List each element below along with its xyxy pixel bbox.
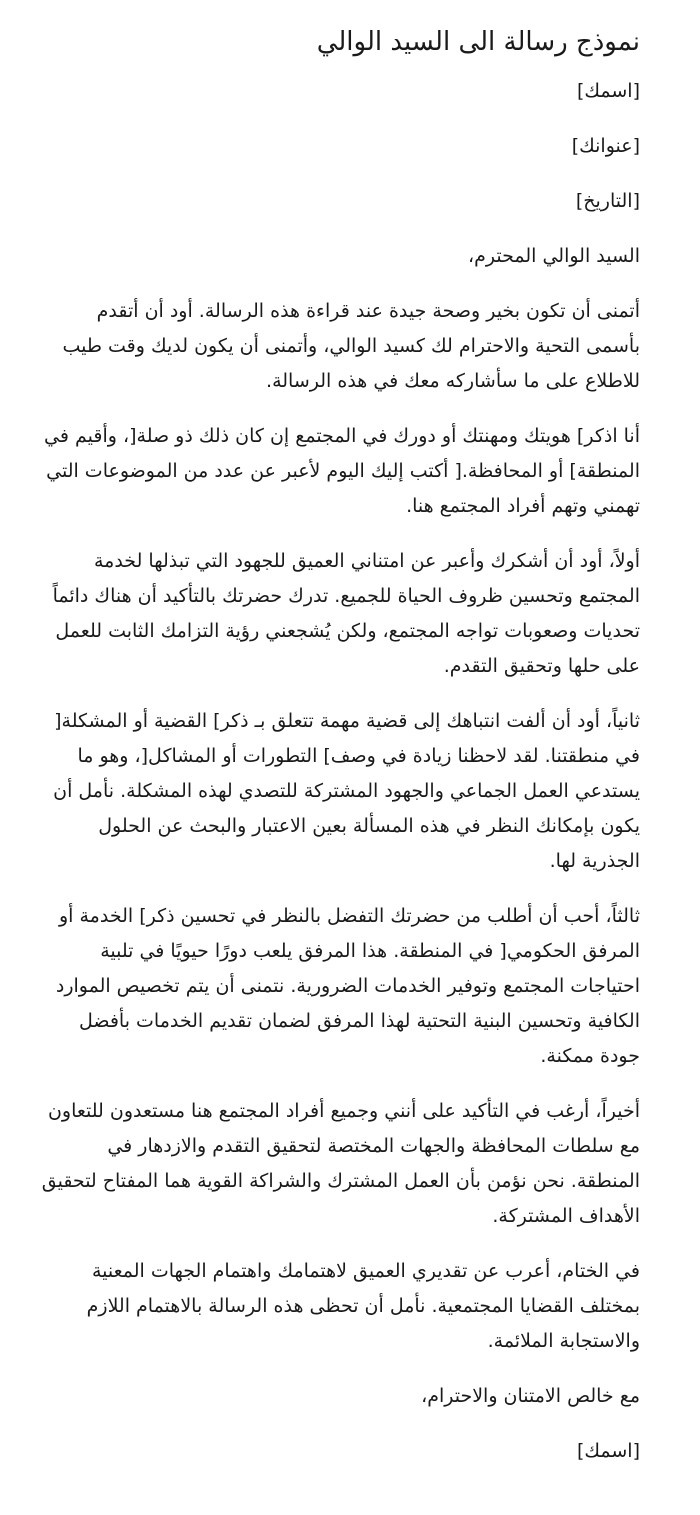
paragraph-conclusion: في الختام، أعرب عن تقديري العميق لاهتمامك واهتمام الجهات المعنية بمختلف القضايا المجتمعية. نأمل أن تحظى هذه الرسالة بالاهتمام اللازم والاستجابة الملائمة. — [86, 1260, 640, 1352]
letter-document — [40, 22, 640, 1469]
paragraph-final-point: أخيراً، أرغب في التأكيد على أنني وجميع أفراد المجتمع هنا مستعدون للتعاون مع سلطات المحافظة والجهات المختصة لتحقيق التقدم والازدهار في المنطقة. نحن نؤمن بأن العمل المشترك والشراكة القوية هما المفتاح لتحقيق الأهداف المشتركة. — [41, 1100, 640, 1227]
paragraph-third-point: ثالثاً، أحب أن أطلب من حضرتك التفضل بالنظر في تحسين ذكر] الخدمة أو المرفق الحكومي[ في المنطقة. هذا المرفق يلعب دورًا حيويًا في تلبية احتياجات المجتمع وتوفير الخدمات الضرورية. نتمنى أن يتم تخصيص الموارد الكافية وتحسين البنية التحتية لهذا المرفق لضمان تقديم الخدمات بأفضل جودة ممكنة. — [55, 905, 640, 1067]
signature-placeholder: [اسمك] — [576, 1440, 640, 1462]
sender-name-placeholder: [اسمك] — [576, 80, 640, 102]
salutation: السيد الوالي المحترم، — [467, 245, 640, 267]
closing-line: مع خالص الامتنان والاحترام، — [421, 1385, 640, 1407]
paragraph-first-point: أولاً، أود أن أشكرك وأعبر عن امتناني العميق للجهود التي تبذلها لخدمة المجتمع وتحسين ظروف الحياة للجميع. تدرك حضرتك بالتأكيد أن هناك دائماً تحديات وصعوبات تواجه المجتمع، ولكن يُشجعني رؤية التزامك الثابت للعمل على حلها وتحقيق التقدم. — [52, 550, 640, 677]
paragraph-introduction: أنا اذكر] هويتك ومهنتك أو دورك في المجتمع إن كان ذلك ذو صلة[، وأقيم في المنطقة] أو المحافظة.[ أكتب إليك اليوم لأعبر عن عدد من الموضوعات التي تهمني وتهم أفراد المجتمع هنا. — [44, 425, 640, 517]
date-placeholder: [التاريخ] — [575, 190, 640, 212]
sender-address-placeholder: [عنوانك] — [571, 135, 640, 157]
paragraph-second-point: ثانياً، أود أن ألفت انتباهك إلى قضية مهمة تتعلق بـ ذكر] القضية أو المشكلة[ في منطقتنا. لقد لاحظنا زيادة في وصف] التطورات أو المشاكل[، وهو ما يستدعي العمل الجماعي والجهود المشتركة للتصدي لهذه المشكلة. نأمل أن يكون بإمكانك النظر في هذه المسألة بعين الاعتبار والبحث عن الحلول الجذرية لها. — [53, 710, 640, 872]
paragraph-greeting: أتمنى أن تكون بخير وصحة جيدة عند قراءة هذه الرسالة. أود أن أتقدم بأسمى التحية والاحترام لك كسيد الوالي، وأتمنى أن يكون لديك وقت طيب للاطلاع على ما سأشاركه معك في هذه الرسالة. — [62, 300, 640, 392]
page-title: نموذج رسالة الى السيد الوالي — [316, 27, 640, 57]
